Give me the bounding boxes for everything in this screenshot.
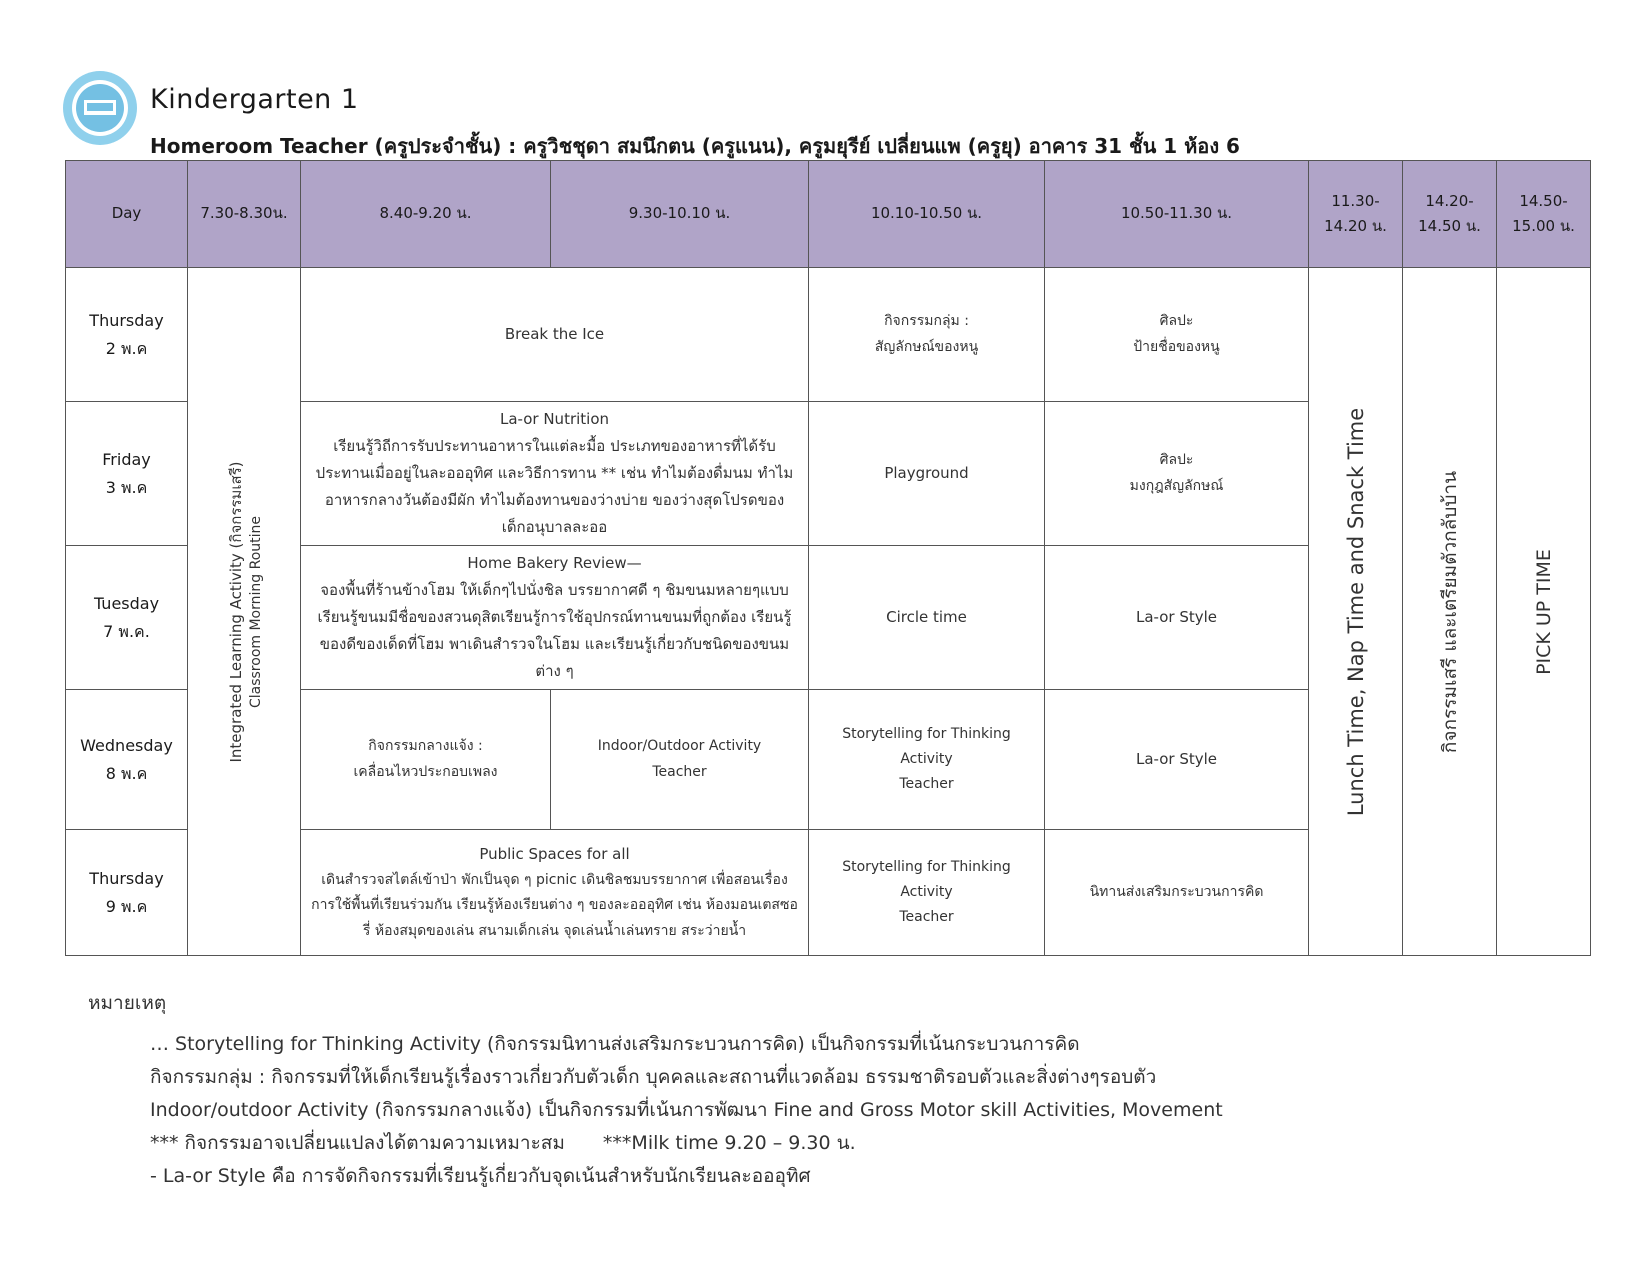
time-end: 14.50 น.	[1418, 217, 1481, 235]
col-header-time: 7.30-8.30น.	[188, 161, 301, 268]
activity-line: Teacher	[899, 909, 954, 926]
day-date: 3 พ.ค	[105, 477, 148, 497]
time-start: 14.50-	[1519, 191, 1568, 210]
activity-cell: La-or Style	[1045, 546, 1309, 690]
note-line: … Storytelling for Thinking Activity (กิจกรรมนิทานส่งเสริมกระบวนการคิด) เป็นกิจกรรมที่เน้นกระบวนการคิด	[150, 1033, 1080, 1055]
activity-title: Public Spaces for all	[479, 845, 630, 864]
activity-line: ป้ายชื่อของหนู	[1133, 338, 1220, 355]
activity-cell	[1045, 268, 1309, 402]
day-cell	[66, 690, 188, 830]
col-header-time: 10.10-10.50 น.	[809, 161, 1045, 268]
activity-cell	[809, 830, 1045, 956]
activity-cell	[301, 830, 809, 956]
day-date: 7 พ.ค.	[103, 621, 150, 641]
activity-cell: Circle time	[809, 546, 1045, 690]
activity-body: เดินสำรวจสไตล์เข้าป่า พักเป็นจุด ๆ picnic เดินชิลชมบรรยากาศ เพื่อสอนเรื่องการใช้พื้นที่เรียนร่วมกัน เรียนรู้ห้องเรียนต่าง ๆ ของละอออุทิศ เช่น ห้องมอนเตสซอรี่ ห้องสมุดของเล่น สนามเด็กเล่น จุดเล่นน้ำเล่นทราย สระว่ายน้ำ	[311, 872, 798, 939]
time-start: 11.30-	[1331, 191, 1380, 210]
day-date: 9 พ.ค	[105, 896, 148, 916]
free-activity-text: กิจกรรมเสรี และเตรียมตัวกลับบ้าน	[1438, 470, 1461, 753]
activity-cell: La-or Style	[1045, 690, 1309, 830]
activity-cell	[809, 690, 1045, 830]
activity-cell	[301, 402, 809, 546]
day-name: Tuesday	[93, 593, 160, 613]
activity-cell	[1045, 402, 1309, 546]
activity-cell	[301, 546, 809, 690]
activity-title: La-or Nutrition	[499, 410, 610, 428]
pickup-cell	[1497, 268, 1591, 956]
activity-line: สัญลักษณ์ของหนู	[874, 338, 979, 355]
pickup-text: PICK UP TIME	[1532, 548, 1555, 675]
col-header-time	[1403, 161, 1497, 268]
col-header-time	[1309, 161, 1403, 268]
activity-body: จองพื้นที่ร้านข้างโฮม ให้เด็กๆไปนั่งชิล บรรยากาศดี ๆ ชิมขนมหลายๆแบบ เรียนรู้ขนมมีชื่อของสวนดุสิตเรียนรู้การใช้อุปกรณ์ทานขนมที่ถูกต้อง เรียนรู้ของดีของเด็ดที่โฮม พาเดินสำรวจในโฮม และเรียนรู้เกี่ยวกับชนิดของขนมต่าง ๆ	[317, 581, 792, 680]
note-line: Indoor/outdoor Activity (กิจกรรมกลางแจ้ง) เป็นกิจกรรมที่เน้นการพัฒนา Fine and Gross Motor skill Activities, Movement	[150, 1099, 1223, 1121]
day-name: Thursday	[89, 868, 164, 888]
activity-title: Home Bakery Review—	[467, 554, 642, 572]
time-end: 15.00 น.	[1512, 217, 1575, 235]
activity-line: Activity	[900, 750, 953, 767]
time-end: 14.20 น.	[1324, 217, 1387, 235]
day-date: 8 พ.ค	[105, 763, 148, 783]
activity-line: Indoor/Outdoor Activity	[597, 738, 762, 755]
activity-line: เคลื่อนไหวประกอบเพลง	[353, 763, 498, 780]
col-header-time: 8.40-9.20 น.	[301, 161, 551, 268]
lunch-cell	[1309, 268, 1403, 956]
day-date: 2 พ.ค	[105, 338, 148, 358]
activity-line: กิจกรรมกลุ่ม :	[884, 313, 969, 330]
col-header-time: 9.30-10.10 น.	[551, 161, 809, 268]
page-title: Kindergarten 1	[150, 84, 359, 115]
activity-line: ศิลปะ	[1159, 313, 1194, 330]
notes-section	[88, 988, 1223, 1193]
activity-line: ศิลปะ	[1159, 452, 1194, 469]
activity-line: Storytelling for Thinking	[842, 858, 1011, 875]
day-cell	[66, 830, 188, 956]
lunch-text: Lunch Time, Nap Time and Snack Time	[1343, 407, 1368, 816]
morning-routine-line1: Integrated Learning Activity (กิจกรรมเสรี)	[227, 460, 245, 763]
table-row	[66, 268, 1591, 402]
activity-cell	[551, 690, 809, 830]
notes-title: หมายเหตุ	[88, 992, 167, 1014]
time-start: 14.20-	[1425, 191, 1474, 210]
day-cell	[66, 402, 188, 546]
note-line: กิจกรรมกลุ่ม : กิจกรรมที่ให้เด็กเรียนรู้เรื่องราวเกี่ยวกับตัวเด็ก บุคคลและสถานที่แวดล้อม ธรรมชาติรอบตัวและสิ่งต่างๆรอบตัว	[150, 1066, 1157, 1088]
activity-line: กิจกรรมกลางแจ้ง :	[368, 738, 483, 755]
day-cell	[66, 546, 188, 690]
activity-line: Teacher	[652, 763, 707, 780]
note-part: *** กิจกรรมอาจเปลี่ยนแปลงได้ตามความเหมาะสม	[150, 1132, 565, 1154]
activity-line: มงกุฎสัญลักษณ์	[1129, 477, 1224, 494]
activity-cell	[809, 268, 1045, 402]
activity-cell	[301, 690, 551, 830]
col-header-time	[1497, 161, 1591, 268]
note-line	[150, 1127, 1223, 1160]
morning-routine-line2: Classroom Morning Routine	[248, 515, 264, 708]
activity-cell: Break the Ice	[301, 268, 809, 402]
day-name: Friday	[102, 449, 151, 469]
note-line: - La-or Style คือ การจัดกิจกรรมที่เรียนรู้เกี่ยวกับจุดเน้นสำหรับนักเรียนละอออุทิศ	[150, 1165, 811, 1187]
free-activity-cell	[1403, 268, 1497, 956]
col-header-time: 10.50-11.30 น.	[1045, 161, 1309, 268]
activity-cell: นิทานส่งเสริมกระบวนการคิด	[1045, 830, 1309, 956]
day-name: Wednesday	[80, 735, 173, 755]
activity-body: เรียนรู้วิถีการรับประทานอาหารในแต่ละมื้อ ประเภทของอาหารที่ได้รับประทานเมื่ออยู่ในละอออุทิศ และวิธีการทาน ** เช่น ทำไมต้องดื่มนม ทำไมอาหารกลางวันต้องมีผัก ทำไมต้องทานของว่างบ่าย ของว่างสุดโปรดของเด็กอนุบาลละออ	[315, 437, 794, 536]
header-row	[66, 161, 1591, 268]
homeroom-teacher-line: Homeroom Teacher (ครูประจำชั้น) : ครูวิชชุดา สมนึกตน (ครูแนน), ครูมยุรีย์ เปลี่ยนแพ (ครูยุ) อาคาร 31 ชั้น 1 ห้อง 6	[150, 134, 1240, 158]
day-cell	[66, 268, 188, 402]
col-header-day: Day	[66, 161, 188, 268]
schedule-table	[65, 160, 1591, 956]
morning-routine-cell	[188, 268, 301, 956]
activity-line: Storytelling for Thinking	[842, 725, 1011, 742]
day-name: Thursday	[89, 310, 164, 330]
activity-line: Activity	[900, 883, 953, 900]
school-logo	[62, 70, 138, 146]
note-part: ***Milk time 9.20 – 9.30 น.	[602, 1132, 856, 1154]
activity-cell: Playground	[809, 402, 1045, 546]
activity-line: Teacher	[899, 776, 954, 793]
